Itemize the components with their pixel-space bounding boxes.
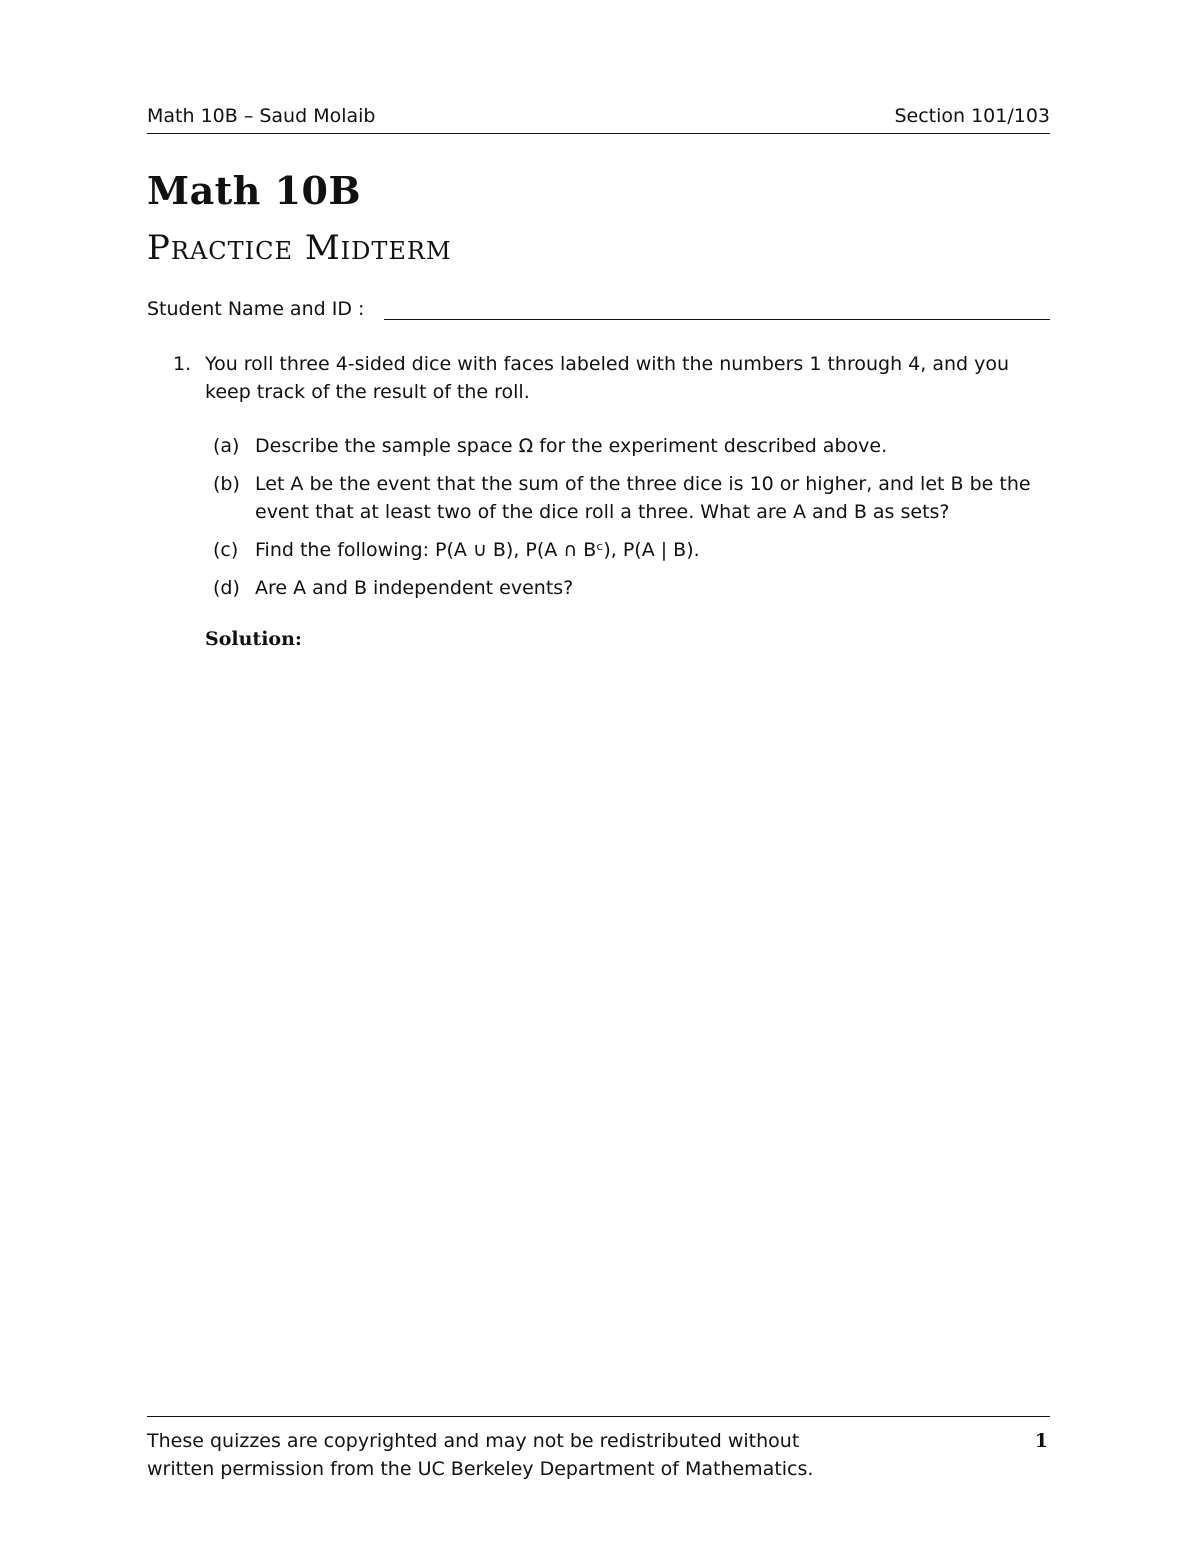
solution-label: Solution: [205,628,302,650]
question-text: You roll three 4-sided dice with faces labeled with the numbers 1 through 4, and you keep track of the result of the roll. [205,353,1010,403]
question-part-b [205,470,1050,526]
part-text: Describe the sample space Ω for the experiment described above. [255,435,888,457]
header-course-instructor: Math 10B – Saud Molaib [147,105,376,127]
question-part-c [205,536,1050,564]
student-name-id-blank-line [384,319,1050,320]
running-header [147,103,1050,134]
part-label: (a) [213,435,240,457]
student-name-id-label: Student Name and ID : [147,298,365,320]
part-text: Are A and B independent events? [255,577,574,599]
page-number: 1 [1034,1430,1048,1452]
question-number: 1. [173,353,192,375]
question-1 [173,350,1050,406]
student-name-id-field [147,298,1050,324]
header-section: Section 101/103 [894,105,1050,127]
page-footer [147,1416,1050,1483]
part-label: (d) [213,577,240,599]
question-parts [205,432,1050,612]
question-part-a [205,432,1050,460]
question-part-d [205,574,1050,602]
document-title: Math 10B [147,168,362,213]
part-label: (c) [213,539,239,561]
copyright-notice: These quizzes are copyrighted and may not be redistributed without written permission from the UC Berkeley Department of Mathematics. [147,1430,814,1480]
part-text: Let A be the event that the sum of the three dice is 10 or higher, and let B be the event that at least two of the dice roll a three. What are A and B as sets? [255,473,1031,523]
part-label: (b) [213,473,240,495]
document-subtitle: Practice Midterm [147,228,452,268]
part-text: Find the following: P(A ∪ B), P(A ∩ Bᶜ), P(A | B). [255,539,700,561]
